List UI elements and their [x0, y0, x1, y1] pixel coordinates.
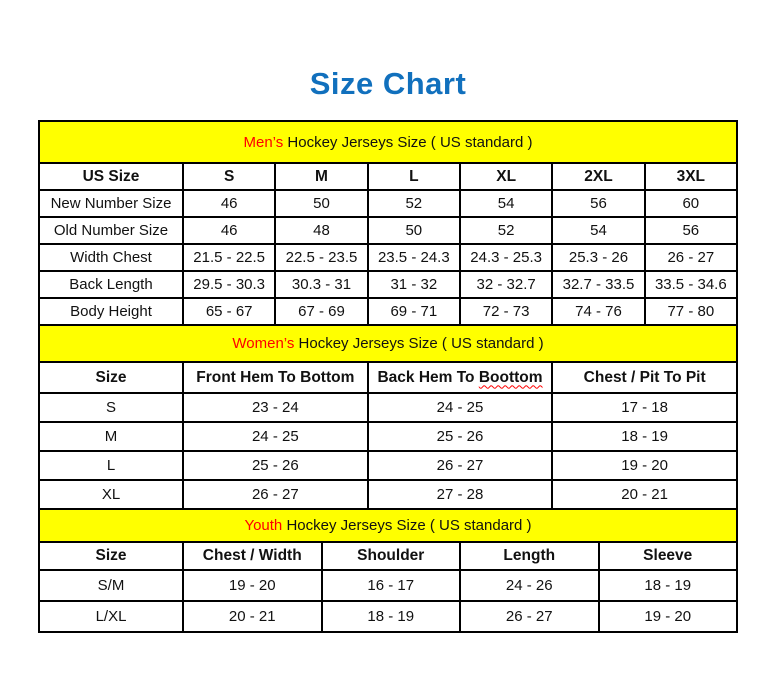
size-value-cell: 54 [552, 217, 644, 244]
table-row [39, 244, 737, 271]
table-row [39, 298, 737, 325]
youth-banner-text: Hockey Jerseys Size ( US standard ) [282, 517, 532, 534]
row-label: M [39, 422, 183, 451]
row-label: S [39, 393, 183, 422]
size-value-cell: 19 - 20 [183, 570, 322, 601]
size-value-cell: 18 - 19 [552, 422, 737, 451]
column-header: Size [39, 362, 183, 393]
mens-banner-text: Hockey Jerseys Size ( US standard ) [283, 133, 533, 151]
mens-header-row [39, 163, 737, 190]
row-label: L [39, 451, 183, 480]
size-value-cell: 30.3 - 31 [275, 271, 367, 298]
size-value-cell: 27 - 28 [368, 480, 553, 509]
row-label: Back Length [39, 271, 183, 298]
size-value-cell: 23 - 24 [183, 393, 368, 422]
size-value-cell: 17 - 18 [552, 393, 737, 422]
size-value-cell: 54 [460, 190, 552, 217]
mens-banner-highlight: Men’s [243, 133, 284, 151]
column-header: Length [460, 542, 599, 570]
size-value-cell: 60 [645, 190, 737, 217]
column-header: Shoulder [322, 542, 461, 570]
size-value-cell: 48 [275, 217, 367, 244]
size-value-cell: 32.7 - 33.5 [552, 271, 644, 298]
size-value-cell: 22.5 - 23.5 [275, 244, 367, 271]
womens-section-banner [39, 325, 737, 362]
column-header: Sleeve [599, 542, 738, 570]
size-value-cell: 25.3 - 26 [552, 244, 644, 271]
size-value-cell: 52 [368, 190, 460, 217]
womens-banner-row [39, 325, 737, 362]
size-value-cell: 24 - 25 [368, 393, 553, 422]
column-header: S [183, 163, 275, 190]
size-value-cell: 24 - 25 [183, 422, 368, 451]
size-value-cell: 18 - 19 [322, 601, 461, 632]
size-value-cell: 46 [183, 190, 275, 217]
table-row [39, 217, 737, 244]
row-label: Body Height [39, 298, 183, 325]
size-value-cell: 18 - 19 [599, 570, 738, 601]
size-value-cell: 20 - 21 [183, 601, 322, 632]
row-label: Width Chest [39, 244, 183, 271]
mens-banner-row [39, 121, 737, 163]
row-label: L/XL [39, 601, 183, 632]
size-value-cell: 19 - 20 [552, 451, 737, 480]
row-label: XL [39, 480, 183, 509]
column-header: Front Hem To Bottom [183, 362, 368, 393]
column-header: L [368, 163, 460, 190]
table-row [39, 451, 737, 480]
size-value-cell: 29.5 - 30.3 [183, 271, 275, 298]
size-value-cell: 74 - 76 [552, 298, 644, 325]
size-value-cell: 72 - 73 [460, 298, 552, 325]
womens-banner-text: Hockey Jerseys Size ( US standard ) [294, 335, 544, 352]
youth-banner-row [39, 509, 737, 542]
youth-size-table [38, 508, 738, 633]
youth-banner-highlight: Youth [244, 517, 283, 534]
row-label: New Number Size [39, 190, 183, 217]
page-title: Size Chart [309, 66, 467, 101]
size-value-cell: 19 - 20 [599, 601, 738, 632]
youth-header-row [39, 542, 737, 570]
table-row [39, 570, 737, 601]
column-header: US Size [39, 163, 183, 190]
size-value-cell: 46 [183, 217, 275, 244]
size-value-cell: 23.5 - 24.3 [368, 244, 460, 271]
size-value-cell: 20 - 21 [552, 480, 737, 509]
size-value-cell: 52 [460, 217, 552, 244]
youth-section-banner [39, 509, 737, 542]
size-value-cell: 69 - 71 [368, 298, 460, 325]
size-value-cell: 25 - 26 [368, 422, 553, 451]
size-value-cell: 50 [368, 217, 460, 244]
size-chart-tables [38, 120, 738, 633]
table-row [39, 393, 737, 422]
size-value-cell: 67 - 69 [275, 298, 367, 325]
size-value-cell: 31 - 32 [368, 271, 460, 298]
size-value-cell: 65 - 67 [183, 298, 275, 325]
mens-size-table [38, 120, 738, 326]
size-value-cell: 32 - 32.7 [460, 271, 552, 298]
size-value-cell: 24 - 26 [460, 570, 599, 601]
size-value-cell: 56 [552, 190, 644, 217]
size-value-cell: 21.5 - 22.5 [183, 244, 275, 271]
size-value-cell: 50 [275, 190, 367, 217]
misspelled-word: Boottom [478, 368, 543, 386]
size-value-cell: 77 - 80 [645, 298, 737, 325]
size-value-cell: 33.5 - 34.6 [645, 271, 737, 298]
column-header [368, 362, 553, 393]
womens-header-row [39, 362, 737, 393]
womens-size-table [38, 324, 738, 510]
column-header: Chest / Width [183, 542, 322, 570]
size-value-cell: 26 - 27 [183, 480, 368, 509]
mens-section-banner [39, 121, 737, 163]
column-header: Size [39, 542, 183, 570]
table-row [39, 480, 737, 509]
womens-banner-highlight: Women’s [232, 335, 295, 352]
column-header-text: Back Hem To [377, 368, 479, 386]
row-label: Old Number Size [39, 217, 183, 244]
size-value-cell: 26 - 27 [460, 601, 599, 632]
table-row [39, 601, 737, 632]
size-value-cell: 26 - 27 [645, 244, 737, 271]
column-header: XL [460, 163, 552, 190]
column-header: 3XL [645, 163, 737, 190]
size-value-cell: 16 - 17 [322, 570, 461, 601]
table-row [39, 190, 737, 217]
table-row [39, 422, 737, 451]
column-header: 2XL [552, 163, 644, 190]
table-row [39, 271, 737, 298]
size-value-cell: 26 - 27 [368, 451, 553, 480]
column-header: M [275, 163, 367, 190]
row-label: S/M [39, 570, 183, 601]
size-value-cell: 56 [645, 217, 737, 244]
size-value-cell: 24.3 - 25.3 [460, 244, 552, 271]
column-header: Chest / Pit To Pit [552, 362, 737, 393]
size-value-cell: 25 - 26 [183, 451, 368, 480]
